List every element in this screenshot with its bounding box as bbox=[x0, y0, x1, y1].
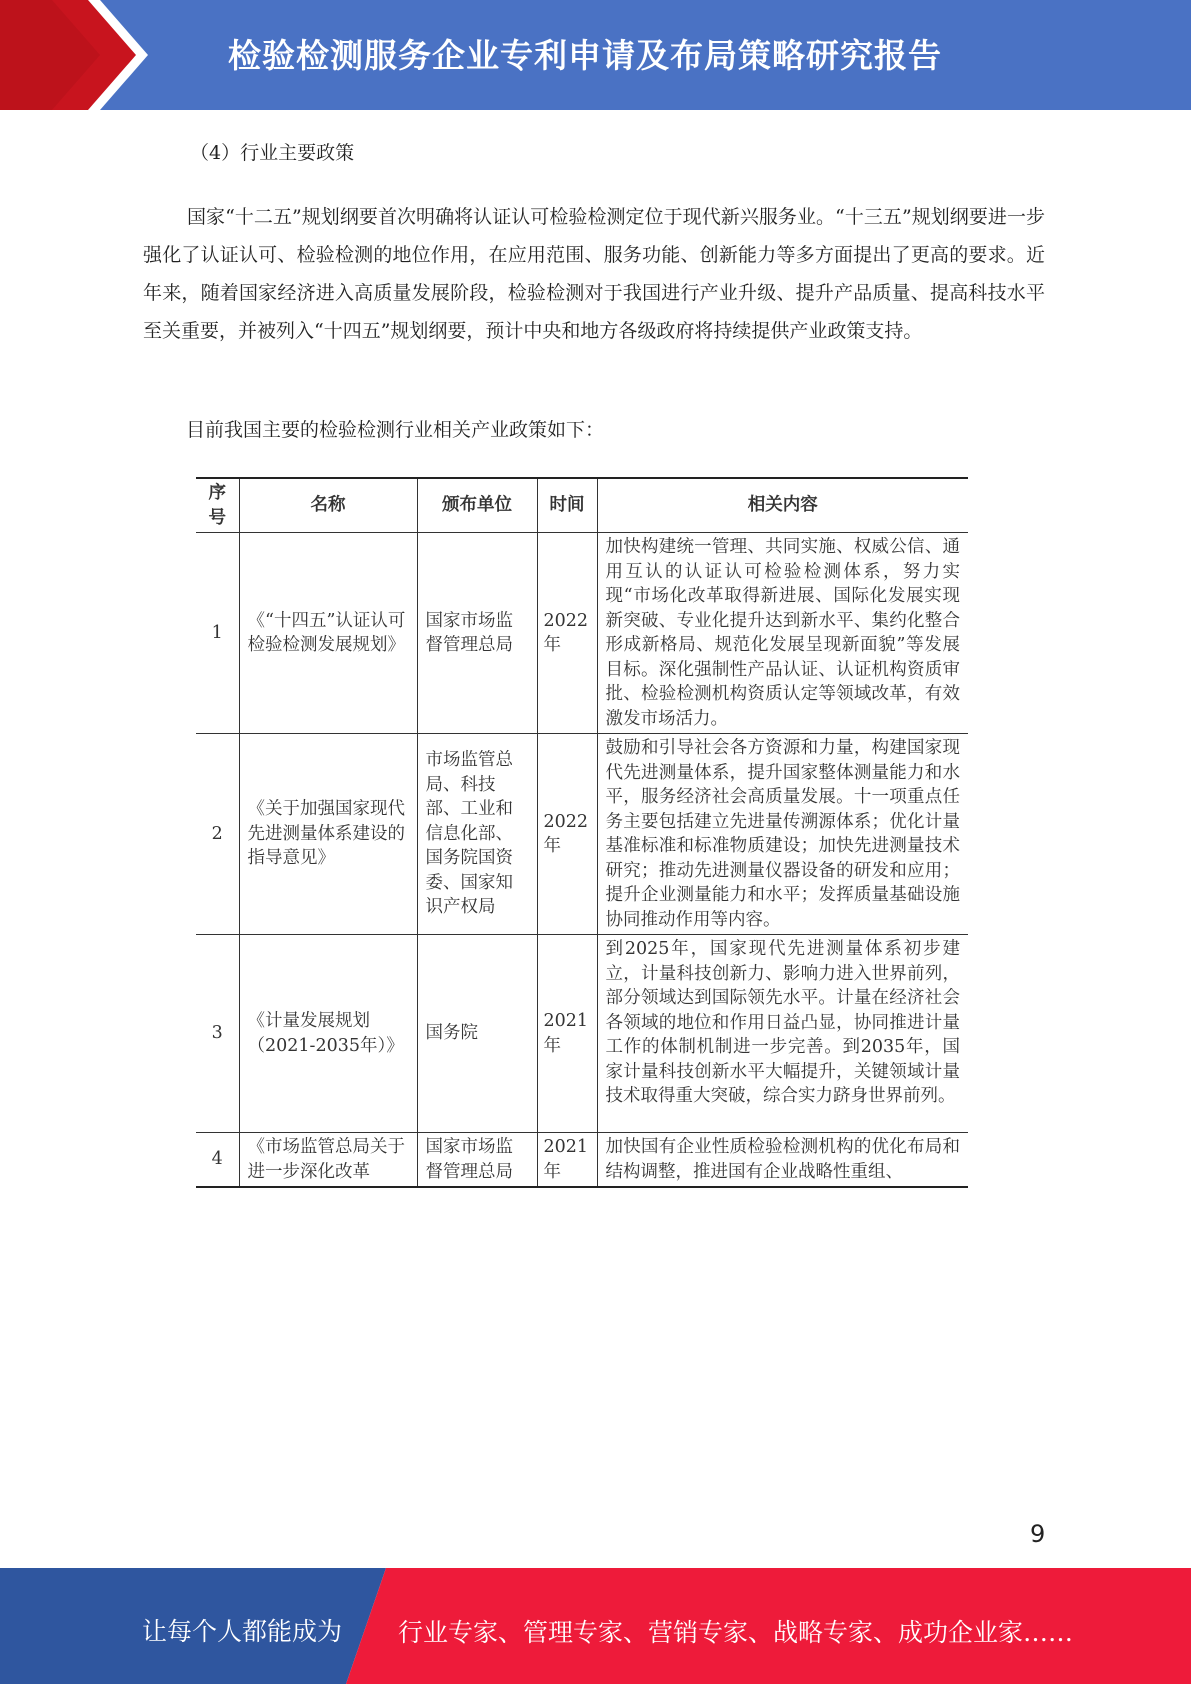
page-header bbox=[0, 0, 1191, 110]
header-no: 序号 bbox=[196, 478, 239, 533]
row-name: 《市场监管总局关于进一步深化改革 bbox=[239, 1133, 417, 1188]
table-row bbox=[196, 533, 968, 734]
table-intro: 目前我国主要的检验检测行业相关产业政策如下： bbox=[186, 419, 605, 441]
row-issuer: 国家市场监督管理总局 bbox=[417, 1133, 537, 1188]
row-date: 2022年 bbox=[537, 734, 597, 935]
row-date: 2021年 bbox=[537, 1133, 597, 1188]
policy-table bbox=[196, 477, 968, 1188]
row-content: 鼓励和引导社会各方资源和力量，构建国家现代先进测量体系，提升国家整体测量能力和水平，服务经济社会高质量发展。十一项重点任务主要包括建立先进量传溯源体系；优化计量基准标准和标准物质建设；加快先进测量技术研究；推动先进测量仪器设备的研发和应用；提升企业测量能力和水平；发挥质量基础设施协同推动作用等内容。 bbox=[597, 734, 968, 935]
body-paragraph: 国家“十二五”规划纲要首次明确将认证认可检验检测定位于现代新兴服务业。“十三五”规划纲要进一步强化了认证认可、检验检测的地位作用，在应用范围、服务功能、创新能力等多方面提出了更高的要求。近年来，随着国家经济进入高质量发展阶段，检验检测对于我国进行产业升级、提升产品质量、提高科技水平至关重要，并被列入“十四五”规划纲要，预计中央和地方各级政府将持续提供产业政策支持。 bbox=[143, 206, 1045, 342]
footer-slogan-right: 行业专家、管理专家、营销专家、战略专家、成功企业家…… bbox=[398, 1618, 1074, 1647]
table-header-row bbox=[196, 478, 968, 533]
page-footer bbox=[0, 1568, 1191, 1684]
report-title: 检验检测服务企业专利申请及布局策略研究报告 bbox=[228, 36, 942, 75]
header-issuer: 颁布单位 bbox=[417, 478, 537, 533]
header-date: 时间 bbox=[537, 478, 597, 533]
row-no: 3 bbox=[196, 935, 239, 1133]
row-no: 2 bbox=[196, 734, 239, 935]
row-content: 加快构建统一管理、共同实施、权威公信、通用互认的认证认可检验检测体系，努力实现“市场化改革取得新进展、国际化发展实现新突破、专业化提升达到新水平、集约化整合形成新格局、规范化发展呈现新面貌”等发展目标。深化强制性产品认证、认证机构资质审批、检验检测机构资质认定等领域改革，有效激发市场活力。 bbox=[597, 533, 968, 734]
row-name: 《“十四五”认证认可检验检测发展规划》 bbox=[239, 533, 417, 734]
footer-slogan-left: 让每个人都能成为 bbox=[142, 1617, 343, 1646]
row-name: 《关于加强国家现代先进测量体系建设的指导意见》 bbox=[239, 734, 417, 935]
row-content: 到2025年，国家现代先进测量体系初步建立，计量科技创新力、影响力进入世界前列，部分领域达到国际领先水平。计量在经济社会各领域的地位和作用日益凸显，协同推进计量工作的体制机制进一步完善。到2035年，国家计量科技创新水平大幅提升，关键领域计量技术取得重大突破，综合实力跻身世界前列。 bbox=[597, 935, 968, 1133]
header-name: 名称 bbox=[239, 478, 417, 533]
row-issuer: 国务院 bbox=[417, 935, 537, 1133]
table-row bbox=[196, 734, 968, 935]
row-issuer: 国家市场监督管理总局 bbox=[417, 533, 537, 734]
header-content: 相关内容 bbox=[597, 478, 968, 533]
table-row bbox=[196, 935, 968, 1133]
row-no: 1 bbox=[196, 533, 239, 734]
row-no: 4 bbox=[196, 1133, 239, 1188]
table-row bbox=[196, 1133, 968, 1188]
section-subheading: （4）行业主要政策 bbox=[190, 142, 355, 164]
row-date: 2021年 bbox=[537, 935, 597, 1133]
row-issuer: 市场监管总局、科技部、工业和信息化部、国务院国资委、国家知识产权局 bbox=[417, 734, 537, 935]
row-date: 2022年 bbox=[537, 533, 597, 734]
row-content: 加快国有企业性质检验检测机构的优化布局和结构调整，推进国有企业战略性重组、 bbox=[597, 1133, 968, 1188]
page-number: 9 bbox=[1030, 1520, 1046, 1548]
row-name: 《计量发展规划（2021-2035年）》 bbox=[239, 935, 417, 1133]
